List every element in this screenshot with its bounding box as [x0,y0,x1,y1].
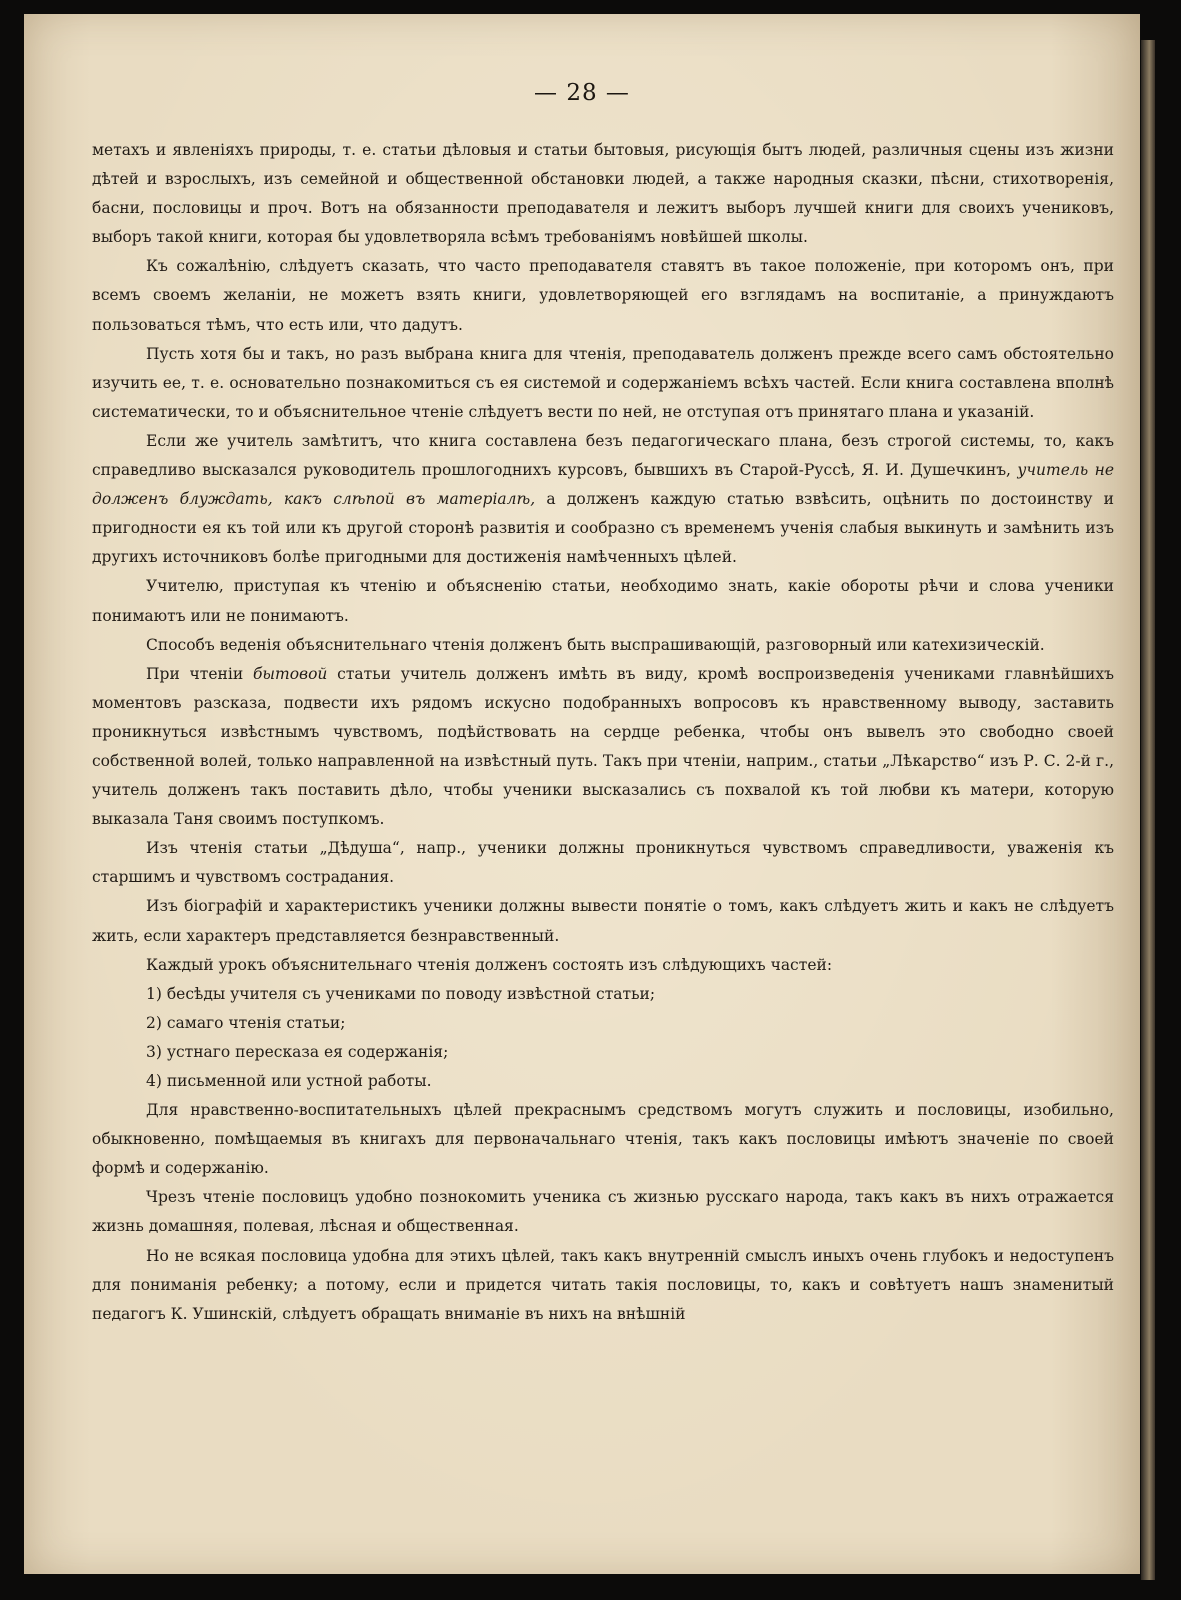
paragraph [92,427,1114,572]
page-edge [1141,40,1155,1580]
italic-quote: учитель не долженъ блуждать, какъ слѣпой въ матеріалѣ, [92,461,1114,509]
paragraph: Изъ біографій и характеристикъ ученики должны вывести понятіе о томъ, какъ слѣдуетъ жить и какъ не слѣдуетъ жить, если характеръ представляется безнравственный. [92,897,1114,945]
paragraph-text: При чтеніи [146,664,253,683]
italic-term: бытовой [252,664,328,683]
list-item: 2) самаго чтенія статьи; [146,1013,346,1032]
paragraph: метахъ и явленіяхъ природы, т. е. статьи дѣловыя и статьи бытовыя, рисующія бытъ людей, различныя сцены изъ жизни дѣтей и взрослыхъ, изъ семейной и общественной обстановки людей, а также народныя сказки, пѣсни, стихотворенія, басни, пословицы и проч. Вотъ на обязанности преподавателя и лежитъ выборъ лучшей книги для своихъ учениковъ, выборъ такой книги, которая бы удовлетворяла всѣмъ требованіямъ новѣйшей школы. [92,141,1114,247]
paragraph: Для нравственно-воспитательныхъ цѣлей прекраснымъ средствомъ могутъ служить и пословицы, изобильно, обыкновенно, помѣщаемыя въ книгахъ для первоначальнаго чтенія, такъ какъ пословицы имѣютъ значеніе по своей формѣ и содержанію. [92,1101,1114,1178]
paragraph-text: Если же учитель замѣтитъ, что книга составлена безъ педагогическаго плана, безъ строгой системы, то, какъ справедливо высказался руководитель прошлогоднихъ курсовъ, бывшихъ въ Старой-Руссѣ, Я. И. Душечкинъ, [92,431,1114,480]
paragraph: Учителю, приступая къ чтенію и объясненію статьи, необходимо знать, какіе обороты рѣчи и слова ученики понимаютъ или не понимаютъ. [92,577,1114,625]
list-item: 3) устнаго пересказа ея содержанія; [146,1042,449,1061]
list-item: 4) письменной или устной работы. [146,1072,432,1090]
page-number: — 28 — [534,80,630,106]
paragraph: Пусть хотя бы и такъ, но разъ выбрана книга для чтенія, преподаватель долженъ прежде всего самъ обстоятельно изучить ее, т. е. основательно познакомиться съ ея системой и содержаніемъ всѣхъ частей. Если книга составлена вполнѣ систематически, то и объяснительное чтеніе слѣдуетъ вести по ней, не отступая отъ принятаго плана и указаній. [92,344,1114,421]
paragraph: Къ сожалѣнію, слѣдуетъ сказать, что часто преподавателя ставятъ въ такое положеніе, при которомъ онъ, при всемъ своемъ желаніи, не можетъ взять книги, удовлетворяющей его взглядамъ на воспитаніе, а принуждаютъ пользоваться тѣмъ, что есть или, что дадутъ. [92,257,1114,334]
paragraph-text: статьи учитель долженъ имѣть въ виду, кромѣ воспроизведенія учениками главнѣйшихъ моментовъ разсказа, подвести ихъ рядомъ искусно подобранныхъ вопросовъ къ нравственному выводу, заставить проникнуться извѣстнымъ чувствомъ, подѣйствовать на сердце ребенка, чтобы онъ вывелъ это свободно своей собственной волей, только направленной на извѣстный путь. Такъ при чтеніи, наприм., статьи „Лѣкарство“ изъ Р. С. 2-й г., учитель долженъ такъ поставить дѣло, чтобы ученики высказались съ похвалой къ той любви къ матери, которую выказала Таня своимъ поступкомъ. [92,664,1114,829]
paragraph: Изъ чтенія статьи „Дѣдуша“, напр., ученики должны проникнуться чувствомъ справедливости, уваженія къ старшимъ и чувствомъ сострадания. [92,839,1114,887]
paragraph: Но не всякая пословица удобна для этихъ цѣлей, такъ какъ внутренній смыслъ иныхъ очень глубокъ и недоступенъ для пониманія ребенку; а потому, если и придется читать такія пословицы, то, какъ и совѣтуетъ нашъ знаменитый педагогъ К. Ушинскій, слѣдуетъ обращать вниманіе въ нихъ на внѣшній [92,1246,1114,1323]
body-text [92,136,1114,1329]
paragraph-text: а долженъ каждую статью взвѣсить, оцѣнить по достоинству и пригодности ея къ той или къ другой сторонѣ развитія и сообразно съ временемъ ученія слабыя выкинуть и замѣнить изъ другихъ источниковъ болѣе пригодными для достиженія намѣченныхъ цѣлей. [92,490,1115,567]
paragraph [92,660,1114,835]
paragraph: Способъ веденія объяснительнаго чтенія долженъ быть выспрашивающій, разговорный или катехизическій. [146,635,1045,654]
book-page [24,14,1140,1574]
paragraph: Чрезъ чтеніе пословицъ удобно познокомить ученика съ жизнью русскаго народа, такъ какъ въ нихъ отражается жизнь домашняя, полевая, лѣсная и общественная. [92,1188,1114,1236]
list-item: 1) бесѣды учителя съ учениками по поводу извѣстной статьи; [146,984,656,1003]
paragraph: Каждый урокъ объяснительнаго чтенія долженъ состоять изъ слѣдующихъ частей: [146,955,833,974]
